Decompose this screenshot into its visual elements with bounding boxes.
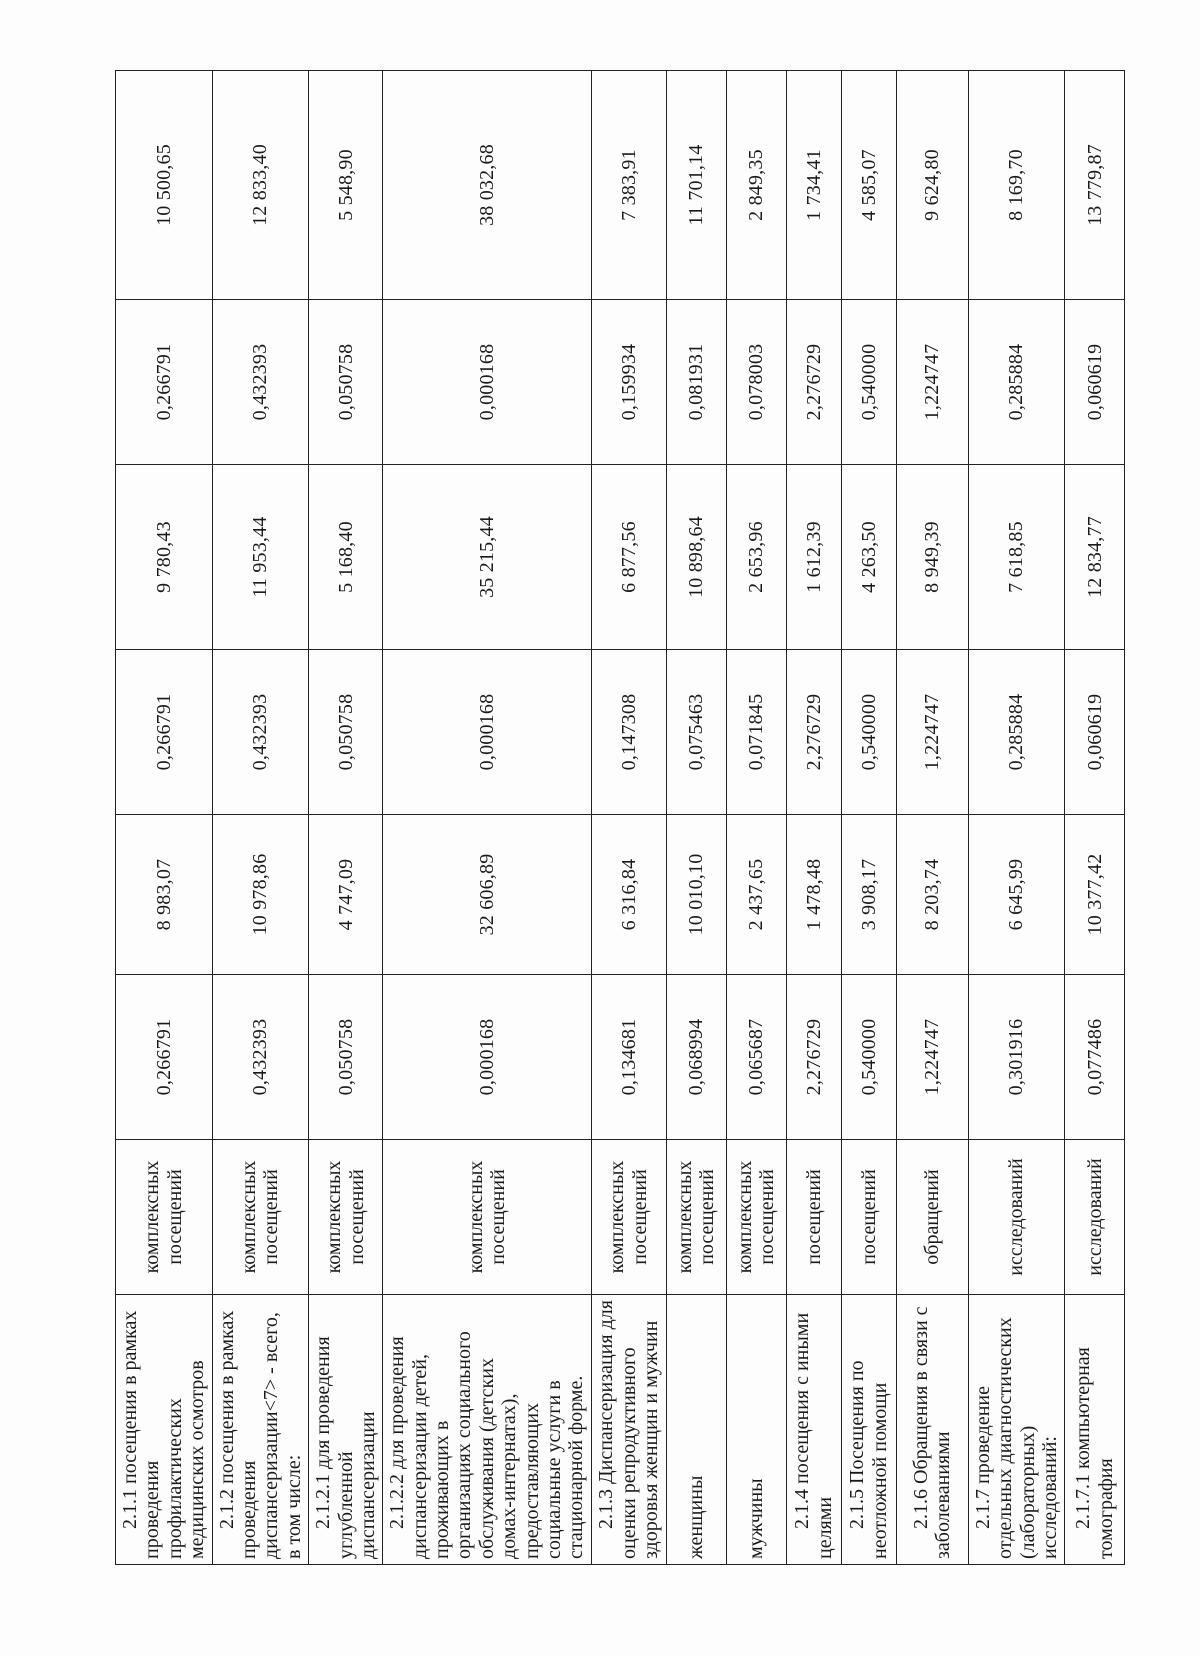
row-name: женщины xyxy=(666,1295,726,1565)
row-value: 9 624,80 xyxy=(896,71,968,300)
row-value: 12 833,40 xyxy=(212,71,309,300)
rotated-table-wrapper xyxy=(115,71,1117,1565)
row-name: 2.1.7.1 компьютерная томография xyxy=(1065,1295,1125,1565)
row-value: 4 585,07 xyxy=(841,71,896,300)
row-name: 2.1.5 Посещения по неотложной помощи xyxy=(841,1295,896,1565)
row-value: 0,540000 xyxy=(841,300,896,465)
row-value: 9 780,43 xyxy=(116,465,213,650)
row-value: 0,540000 xyxy=(841,650,896,815)
row-value: 0,540000 xyxy=(841,975,896,1140)
row-value: 0,266791 xyxy=(116,300,213,465)
row-value: 0,060619 xyxy=(1065,650,1125,815)
row-unit: исследований xyxy=(1065,1140,1125,1295)
row-value: 0,285884 xyxy=(968,650,1065,815)
row-value: 3 908,17 xyxy=(841,815,896,975)
table-row xyxy=(968,71,1065,1565)
row-value: 0,134681 xyxy=(591,975,666,1140)
row-value: 1,224747 xyxy=(896,300,968,465)
row-unit: комплексных посещений xyxy=(309,1140,383,1295)
row-name: мужчины xyxy=(726,1295,786,1565)
table-row xyxy=(309,71,383,1565)
row-unit: комплексных посещений xyxy=(591,1140,666,1295)
row-unit: исследований xyxy=(968,1140,1065,1295)
table-row xyxy=(786,71,841,1565)
row-value: 35 215,44 xyxy=(383,465,592,650)
row-unit: комплексных посещений xyxy=(212,1140,309,1295)
row-value: 10 978,86 xyxy=(212,815,309,975)
row-value: 0,050758 xyxy=(309,650,383,815)
row-name: 2.1.6 Обращения в связи с заболеваниями xyxy=(896,1295,968,1565)
table-row xyxy=(726,71,786,1565)
row-value: 1 478,48 xyxy=(786,815,841,975)
row-value: 10 010,10 xyxy=(666,815,726,975)
row-value: 0,432393 xyxy=(212,975,309,1140)
row-unit: комплексных посещений xyxy=(726,1140,786,1295)
row-value: 13 779,87 xyxy=(1065,71,1125,300)
row-value: 1,224747 xyxy=(896,975,968,1140)
row-value: 0,078003 xyxy=(726,300,786,465)
row-value: 0,159934 xyxy=(591,300,666,465)
row-value: 0,266791 xyxy=(116,975,213,1140)
row-value: 0,060619 xyxy=(1065,300,1125,465)
row-value: 38 032,68 xyxy=(383,71,592,300)
row-value: 12 834,77 xyxy=(1065,465,1125,650)
row-value: 4 263,50 xyxy=(841,465,896,650)
row-value: 0,050758 xyxy=(309,975,383,1140)
row-name: 2.1.2.2 для проведения диспансеризации детей, проживающих в организациях социального обслуживания (детских домах-интернатах), предоставляющих социальные услуги в стационарной форме. xyxy=(383,1295,592,1565)
table-row xyxy=(666,71,726,1565)
row-name: 2.1.4 посещения с иными целями xyxy=(786,1295,841,1565)
table-row xyxy=(212,71,309,1565)
row-value: 2,276729 xyxy=(786,300,841,465)
table-row xyxy=(116,71,213,1565)
table-row xyxy=(591,71,666,1565)
row-value: 0,075463 xyxy=(666,650,726,815)
row-value: 1 734,41 xyxy=(786,71,841,300)
row-value: 0,071845 xyxy=(726,650,786,815)
row-value: 0,266791 xyxy=(116,650,213,815)
row-value: 7 618,85 xyxy=(968,465,1065,650)
row-name: 2.1.7 проведение отдельных диагностических (лабораторных) исследований: xyxy=(968,1295,1065,1565)
row-value: 5 168,40 xyxy=(309,465,383,650)
row-value: 2,276729 xyxy=(786,975,841,1140)
row-value: 11 953,44 xyxy=(212,465,309,650)
row-unit: комплексных посещений xyxy=(116,1140,213,1295)
row-name: 2.1.1 посещения в рамках проведения профилактических медицинских осмотров xyxy=(116,1295,213,1565)
row-value: 11 701,14 xyxy=(666,71,726,300)
row-value: 10 377,42 xyxy=(1065,815,1125,975)
row-unit: комплексных посещений xyxy=(666,1140,726,1295)
row-value: 0,077486 xyxy=(1065,975,1125,1140)
row-value: 7 383,91 xyxy=(591,71,666,300)
row-value: 0,301916 xyxy=(968,975,1065,1140)
row-value: 2,276729 xyxy=(786,650,841,815)
row-value: 0,068994 xyxy=(666,975,726,1140)
row-value: 0,000168 xyxy=(383,650,592,815)
row-value: 1 612,39 xyxy=(786,465,841,650)
row-name: 2.1.3 Диспансеризация для оценки репродуктивного здоровья женщин и мужчин xyxy=(591,1295,666,1565)
row-value: 8 203,74 xyxy=(896,815,968,975)
row-value: 8 983,07 xyxy=(116,815,213,975)
row-value: 32 606,89 xyxy=(383,815,592,975)
row-name: 2.1.2 посещения в рамках проведения диспансеризации<7> - всего, в том числе: xyxy=(212,1295,309,1565)
row-value: 0,147308 xyxy=(591,650,666,815)
row-value: 0,285884 xyxy=(968,300,1065,465)
row-value: 2 437,65 xyxy=(726,815,786,975)
row-value: 0,065687 xyxy=(726,975,786,1140)
row-unit: посещений xyxy=(786,1140,841,1295)
row-unit: посещений xyxy=(841,1140,896,1295)
row-value: 8 169,70 xyxy=(968,71,1065,300)
row-value: 10 898,64 xyxy=(666,465,726,650)
row-value: 10 500,65 xyxy=(116,71,213,300)
row-value: 5 548,90 xyxy=(309,71,383,300)
row-value: 0,000168 xyxy=(383,300,592,465)
table-row xyxy=(896,71,968,1565)
row-value: 6 645,99 xyxy=(968,815,1065,975)
row-value: 2 849,35 xyxy=(726,71,786,300)
row-value: 8 949,39 xyxy=(896,465,968,650)
row-value: 6 316,84 xyxy=(591,815,666,975)
row-value: 0,050758 xyxy=(309,300,383,465)
row-value: 4 747,09 xyxy=(309,815,383,975)
row-value: 0,000168 xyxy=(383,975,592,1140)
row-value: 1,224747 xyxy=(896,650,968,815)
row-value: 6 877,56 xyxy=(591,465,666,650)
row-unit: обращений xyxy=(896,1140,968,1295)
table-row xyxy=(841,71,896,1565)
row-value: 2 653,96 xyxy=(726,465,786,650)
row-value: 0,432393 xyxy=(212,650,309,815)
row-value: 0,432393 xyxy=(212,300,309,465)
medical-standards-table xyxy=(115,70,1125,1565)
row-name: 2.1.2.1 для проведения углубленной диспансеризации xyxy=(309,1295,383,1565)
row-value: 0,081931 xyxy=(666,300,726,465)
table-row xyxy=(383,71,592,1565)
table-row xyxy=(1065,71,1125,1565)
row-unit: комплексных посещений xyxy=(383,1140,592,1295)
